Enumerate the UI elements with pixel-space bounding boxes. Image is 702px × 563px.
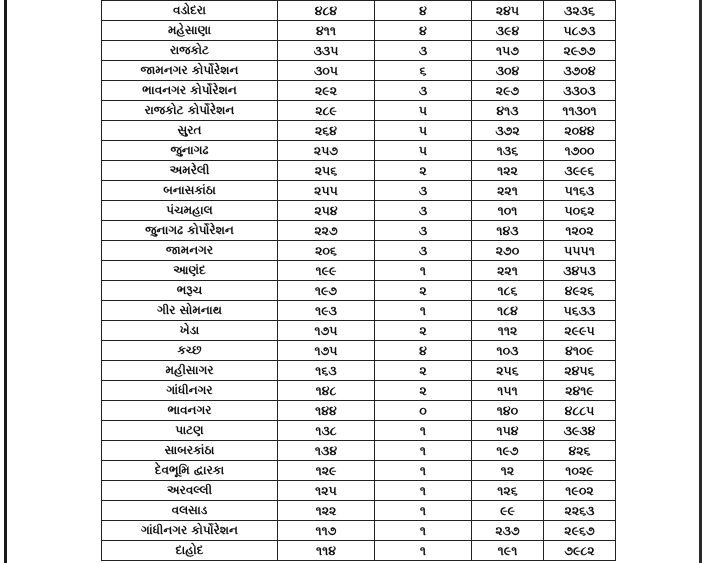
- value-cell-col4: ૩૯૪: [472, 21, 544, 41]
- value-cell-col5: ૨૨૬૩: [544, 501, 616, 521]
- district-name-cell: વડોદરા: [102, 1, 278, 21]
- table-row: [102, 301, 616, 321]
- district-name-cell: રાજકોટ કોર્પોરેશન: [102, 101, 278, 121]
- value-cell-col4: ૨૪૫: [472, 1, 544, 21]
- value-cell-col4: ૧૨: [472, 461, 544, 481]
- value-cell-col4: ૨૭૦: [472, 241, 544, 261]
- value-cell-col2: ૧૭૫: [278, 321, 375, 341]
- value-cell-col5: ૨૯૬૭: [544, 521, 616, 541]
- value-cell-col5: ૪૨૬: [544, 441, 616, 461]
- district-name-cell: પંચમહાલ: [102, 201, 278, 221]
- district-name-cell: રાજકોટ: [102, 41, 278, 61]
- district-name-cell: ભરૂચ: [102, 281, 278, 301]
- value-cell-col2: ૧૯૯: [278, 261, 375, 281]
- value-cell-col3: ૫: [375, 121, 472, 141]
- value-cell-col3: ૨: [375, 321, 472, 341]
- value-cell-col3: ૫: [375, 101, 472, 121]
- value-cell-col5: ૧૧૩૦૧: [544, 101, 616, 121]
- value-cell-col5: ૫૮૭૩: [544, 21, 616, 41]
- table-row: [102, 81, 616, 101]
- district-name-cell: વલસાડ: [102, 501, 278, 521]
- value-cell-col5: ૨૪૧૯: [544, 381, 616, 401]
- value-cell-col5: ૫૬૩૩: [544, 301, 616, 321]
- table-row: [102, 361, 616, 381]
- value-cell-col3: ૧: [375, 301, 472, 321]
- value-cell-col4: ૧૨૨: [472, 161, 544, 181]
- value-cell-col3: ૦: [375, 401, 472, 421]
- table-row: [102, 221, 616, 241]
- value-cell-col5: ૧૨૦૨: [544, 221, 616, 241]
- value-cell-col5: ૩૪૫૩: [544, 261, 616, 281]
- value-cell-col5: ૪૧૦૯: [544, 341, 616, 361]
- table-row: [102, 341, 616, 361]
- value-cell-col2: ૪૧૧: [278, 21, 375, 41]
- value-cell-col3: ૨: [375, 281, 472, 301]
- value-cell-col2: ૨૫૫: [278, 181, 375, 201]
- value-cell-col4: ૧૧૨: [472, 321, 544, 341]
- value-cell-col2: ૩૩૫: [278, 41, 375, 61]
- value-cell-col4: ૧૦૧: [472, 201, 544, 221]
- table-row: [102, 521, 616, 541]
- table-row: [102, 241, 616, 261]
- value-cell-col4: ૩૦૪: [472, 61, 544, 81]
- value-cell-col4: ૧૫૭: [472, 41, 544, 61]
- value-cell-col5: ૫૦૬૨: [544, 201, 616, 221]
- district-name-cell: ખેડા: [102, 321, 278, 341]
- value-cell-col4: ૧૨૬: [472, 481, 544, 501]
- district-name-cell: સુરત: [102, 121, 278, 141]
- value-cell-col2: ૧૩૪: [278, 441, 375, 461]
- value-cell-col3: ૨: [375, 361, 472, 381]
- value-cell-col5: ૧૭૦૦: [544, 141, 616, 161]
- value-cell-col5: ૧૦૨૯: [544, 461, 616, 481]
- value-cell-col4: ૧૯૭: [472, 441, 544, 461]
- value-cell-col5: ૫૧૬૩: [544, 181, 616, 201]
- value-cell-col3: ૪: [375, 1, 472, 21]
- table-row: [102, 381, 616, 401]
- value-cell-col2: ૨૨૭: [278, 221, 375, 241]
- table-row: [102, 481, 616, 501]
- value-cell-col5: ૨૪૫૬: [544, 361, 616, 381]
- value-cell-col4: ૧૮૬: [472, 281, 544, 301]
- value-cell-col2: ૨૫૭: [278, 141, 375, 161]
- value-cell-col4: ૧૪૩: [472, 221, 544, 241]
- value-cell-col2: ૨૫૬: [278, 161, 375, 181]
- value-cell-col4: ૧૯૧: [472, 541, 544, 561]
- district-name-cell: અરવલ્લી: [102, 481, 278, 501]
- value-cell-col2: ૧૧૭: [278, 521, 375, 541]
- value-cell-col3: ૧: [375, 461, 472, 481]
- value-cell-col2: ૧૧૪: [278, 541, 375, 561]
- district-name-cell: ગાંધીનગર: [102, 381, 278, 401]
- district-name-cell: દાહોદ: [102, 541, 278, 561]
- value-cell-col4: ૩૭૨: [472, 121, 544, 141]
- district-name-cell: ભાવનગર: [102, 401, 278, 421]
- value-cell-col2: ૧૨૨: [278, 501, 375, 521]
- value-cell-col3: ૩: [375, 201, 472, 221]
- value-cell-col5: ૪૯૨૬: [544, 281, 616, 301]
- value-cell-col5: ૨૦૪૪: [544, 121, 616, 141]
- value-cell-col3: ૧: [375, 441, 472, 461]
- value-cell-col2: ૧૩૮: [278, 421, 375, 441]
- value-cell-col5: ૩૭૦૪: [544, 61, 616, 81]
- value-cell-col3: ૧: [375, 421, 472, 441]
- value-cell-col3: ૨: [375, 381, 472, 401]
- value-cell-col4: ૯૯: [472, 501, 544, 521]
- district-name-cell: જુનાગઢ: [102, 141, 278, 161]
- table-row: [102, 1, 616, 21]
- district-name-cell: આણંદ: [102, 261, 278, 281]
- value-cell-col2: ૧૪૮: [278, 381, 375, 401]
- district-name-cell: કચ્છ: [102, 341, 278, 361]
- value-cell-col4: ૨૨૧: [472, 181, 544, 201]
- value-cell-col2: ૨૮૯: [278, 101, 375, 121]
- table-row: [102, 421, 616, 441]
- value-cell-col4: ૨૩૭: [472, 521, 544, 541]
- table-row: [102, 461, 616, 481]
- district-name-cell: મહીસાગર: [102, 361, 278, 381]
- value-cell-col2: ૨૯૨: [278, 81, 375, 101]
- value-cell-col2: ૧૨૯: [278, 461, 375, 481]
- value-cell-col3: ૩: [375, 221, 472, 241]
- table-row: [102, 401, 616, 421]
- value-cell-col5: ૨૯૭૭: [544, 41, 616, 61]
- district-name-cell: સાબરકાંઠા: [102, 441, 278, 461]
- value-cell-col2: ૧૯૩: [278, 301, 375, 321]
- value-cell-col3: ૩: [375, 181, 472, 201]
- table-row: [102, 541, 616, 561]
- table-row: [102, 141, 616, 161]
- value-cell-col5: ૨૯૯૫: [544, 321, 616, 341]
- district-name-cell: અમરેલી: [102, 161, 278, 181]
- value-cell-col5: ૩૯૩૪: [544, 421, 616, 441]
- value-cell-col3: ૧: [375, 541, 472, 561]
- value-cell-col2: ૧૪૪: [278, 401, 375, 421]
- value-cell-col4: ૧૦૩: [472, 341, 544, 361]
- value-cell-col4: ૧૫૧: [472, 381, 544, 401]
- value-cell-col3: ૫: [375, 141, 472, 161]
- value-cell-col2: ૨૫૪: [278, 201, 375, 221]
- value-cell-col3: ૩: [375, 81, 472, 101]
- value-cell-col3: ૧: [375, 481, 472, 501]
- table-row: [102, 321, 616, 341]
- value-cell-col2: ૨૦૬: [278, 241, 375, 261]
- value-cell-col4: ૨૫૬: [472, 361, 544, 381]
- value-cell-col5: ૪૮૮૫: [544, 401, 616, 421]
- table-row: [102, 281, 616, 301]
- district-name-cell: જુનાગઢ કોર્પોરેશન: [102, 221, 278, 241]
- district-name-cell: ભાવનગર કોર્પોરેશન: [102, 81, 278, 101]
- value-cell-col2: ૩૦૫: [278, 61, 375, 81]
- table-row: [102, 181, 616, 201]
- value-cell-col2: ૪૮૪: [278, 1, 375, 21]
- value-cell-col3: ૧: [375, 501, 472, 521]
- value-cell-col2: ૧૨૫: [278, 481, 375, 501]
- value-cell-col4: ૨૨૧: [472, 261, 544, 281]
- value-cell-col5: ૩૯૯૬: [544, 161, 616, 181]
- value-cell-col2: ૧૭૫: [278, 341, 375, 361]
- value-cell-col5: ૧૯૦૨: [544, 481, 616, 501]
- value-cell-col4: ૧૮૪: [472, 301, 544, 321]
- left-border: [4, 0, 7, 563]
- table-row: [102, 101, 616, 121]
- value-cell-col5: ૩૨૩૬: [544, 1, 616, 21]
- value-cell-col3: ૪: [375, 21, 472, 41]
- district-name-cell: ગીર સોમનાથ: [102, 301, 278, 321]
- table-row: [102, 201, 616, 221]
- table-row: [102, 41, 616, 61]
- value-cell-col2: ૧૬૩: [278, 361, 375, 381]
- value-cell-col5: ૩૩૦૩: [544, 81, 616, 101]
- district-name-cell: જામનગર: [102, 241, 278, 261]
- table-row: [102, 501, 616, 521]
- table-row: [102, 161, 616, 181]
- value-cell-col3: ૪: [375, 341, 472, 361]
- value-cell-col4: ૨૯૭: [472, 81, 544, 101]
- table-row: [102, 441, 616, 461]
- district-table: [101, 0, 616, 561]
- table-row: [102, 261, 616, 281]
- district-name-cell: મહેસાણા: [102, 21, 278, 41]
- value-cell-col5: ૭૯૮૨: [544, 541, 616, 561]
- value-cell-col3: ૩: [375, 41, 472, 61]
- value-cell-col5: ૫૫૫૧: [544, 241, 616, 261]
- value-cell-col2: ૨૬૪: [278, 121, 375, 141]
- value-cell-col3: ૧: [375, 261, 472, 281]
- table-row: [102, 121, 616, 141]
- table-body: [102, 1, 616, 561]
- value-cell-col3: ૨: [375, 161, 472, 181]
- district-name-cell: ગાંધીનગર કોર્પોરેશન: [102, 521, 278, 541]
- district-name-cell: જામનગર કોર્પોરેશન: [102, 61, 278, 81]
- value-cell-col4: ૧૪૦: [472, 401, 544, 421]
- value-cell-col4: ૧૫૪: [472, 421, 544, 441]
- value-cell-col3: ૬: [375, 61, 472, 81]
- district-name-cell: દેવભૂમિ દ્વારકા: [102, 461, 278, 481]
- district-name-cell: પાટણ: [102, 421, 278, 441]
- value-cell-col3: ૧: [375, 521, 472, 541]
- district-name-cell: બનાસકાંઠા: [102, 181, 278, 201]
- value-cell-col4: ૪૧૩: [472, 101, 544, 121]
- table-row: [102, 61, 616, 81]
- value-cell-col4: ૧૩૬: [472, 141, 544, 161]
- value-cell-col2: ૧૯૭: [278, 281, 375, 301]
- value-cell-col3: ૩: [375, 241, 472, 261]
- table-row: [102, 21, 616, 41]
